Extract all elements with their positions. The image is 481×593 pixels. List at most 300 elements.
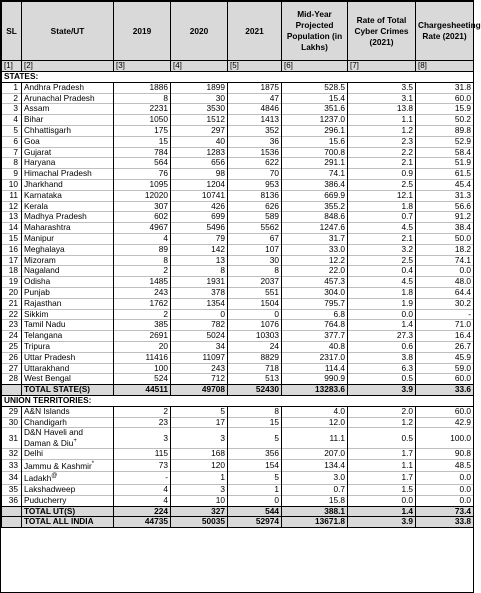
row-y2019: 4967 <box>114 223 171 234</box>
row-charge: 58.4 <box>416 147 474 158</box>
row-rate: 1.8 <box>348 287 416 298</box>
row-name: Odisha <box>24 276 51 287</box>
row-pop: 12.0 <box>282 417 348 428</box>
row-charge: 52.9 <box>416 136 474 147</box>
row-charge: 18.2 <box>416 244 474 255</box>
table-row <box>2 352 474 363</box>
row-y2019: 73 <box>114 459 171 472</box>
row-charge: 45.4 <box>416 179 474 190</box>
row-name-cell <box>22 459 114 472</box>
table-row <box>2 309 474 320</box>
row-rate: 1.7 <box>348 472 416 485</box>
row-y2021: 70 <box>228 169 282 180</box>
row-y2020: 0 <box>171 309 228 320</box>
row-y2020: 11097 <box>171 352 228 363</box>
ut-total-label: TOTAL UT(S) <box>22 506 114 517</box>
row-y2021: 5562 <box>228 223 282 234</box>
row-y2020: 1283 <box>171 147 228 158</box>
india-total-2020: 50035 <box>171 517 228 528</box>
row-sl: 3 <box>2 104 22 115</box>
row-charge: 50.0 <box>416 233 474 244</box>
column-index: [3] <box>114 61 171 72</box>
row-name-cell <box>22 352 114 363</box>
row-rate: 0.5 <box>348 374 416 385</box>
row-name-cell <box>22 495 114 506</box>
row-name-cell <box>22 449 114 460</box>
row-rate: 3.5 <box>348 82 416 93</box>
row-charge: 60.0 <box>416 406 474 417</box>
row-rate: 3.1 <box>348 93 416 104</box>
row-y2021: 953 <box>228 179 282 190</box>
row-pop: 15.6 <box>282 136 348 147</box>
row-sl: 11 <box>2 190 22 201</box>
row-sl: 34 <box>2 472 22 485</box>
row-y2020: 5 <box>171 406 228 417</box>
row-name: Manipur <box>24 232 54 243</box>
row-sl: 16 <box>2 244 22 255</box>
row-charge: 64.4 <box>416 287 474 298</box>
row-charge: 90.8 <box>416 449 474 460</box>
row-sl: 8 <box>2 158 22 169</box>
row-name: Telangana <box>24 330 63 341</box>
row-y2019: 20 <box>114 341 171 352</box>
row-sl: 4 <box>2 115 22 126</box>
row-pop: 207.0 <box>282 449 348 460</box>
row-name-cell <box>22 115 114 126</box>
row-y2019: 89 <box>114 244 171 255</box>
row-y2021: 626 <box>228 201 282 212</box>
column-index: [7] <box>348 61 416 72</box>
row-name-cell <box>22 233 114 244</box>
row-charge: 74.1 <box>416 255 474 266</box>
row-pop: 33.0 <box>282 244 348 255</box>
row-rate: 2.1 <box>348 158 416 169</box>
row-name: Chandigarh <box>24 416 67 427</box>
col-header-sl: SL <box>2 2 22 61</box>
row-rate: 1.7 <box>348 449 416 460</box>
row-y2020: 13 <box>171 255 228 266</box>
table-row <box>2 255 474 266</box>
row-y2019: 243 <box>114 287 171 298</box>
col-header-2020: 2020 <box>171 2 228 61</box>
row-y2019: 784 <box>114 147 171 158</box>
row-name-cell <box>22 266 114 277</box>
row-name: Madhya Pradesh <box>24 211 87 222</box>
ut-section-row <box>2 395 474 406</box>
row-rate: 12.1 <box>348 190 416 201</box>
row-name: Karnataka <box>24 189 62 200</box>
row-y2019: 2231 <box>114 104 171 115</box>
row-y2021: 8136 <box>228 190 282 201</box>
row-y2020: 5024 <box>171 331 228 342</box>
row-rate: 1.1 <box>348 115 416 126</box>
row-sl: 28 <box>2 374 22 385</box>
row-sl: 17 <box>2 255 22 266</box>
row-name-cell <box>22 374 114 385</box>
row-charge: 15.9 <box>416 104 474 115</box>
row-rate: 6.3 <box>348 363 416 374</box>
row-pop: 386.4 <box>282 179 348 190</box>
row-y2019: 76 <box>114 169 171 180</box>
row-y2021: 10303 <box>228 331 282 342</box>
row-pop: 4.0 <box>282 406 348 417</box>
ut-total-row <box>2 506 474 517</box>
row-y2021: 5 <box>228 472 282 485</box>
table-row <box>2 104 474 115</box>
row-y2020: 1899 <box>171 82 228 93</box>
row-y2019: 8 <box>114 93 171 104</box>
india-total-row <box>2 517 474 528</box>
row-name-cell <box>22 169 114 180</box>
row-charge: 71.0 <box>416 320 474 331</box>
col-header-2021: 2021 <box>228 2 282 61</box>
states-total-rate: 3.9 <box>348 385 416 396</box>
row-name: Lakshadweep <box>24 483 76 494</box>
table-row <box>2 428 474 449</box>
row-y2020: 782 <box>171 320 228 331</box>
row-pop: 528.5 <box>282 82 348 93</box>
row-y2019: 2 <box>114 266 171 277</box>
row-name-cell <box>22 93 114 104</box>
row-charge: 26.7 <box>416 341 474 352</box>
row-pop: 848.6 <box>282 212 348 223</box>
row-sl: 26 <box>2 352 22 363</box>
row-name-cell <box>22 82 114 93</box>
row-y2019: 12020 <box>114 190 171 201</box>
row-charge: 89.8 <box>416 125 474 136</box>
table-row <box>2 495 474 506</box>
row-charge: 16.4 <box>416 331 474 342</box>
row-name: Rajasthan <box>24 297 62 308</box>
row-name: Jammu & Kashmir <box>24 460 92 471</box>
row-rate: 3.2 <box>348 244 416 255</box>
row-charge: 48.5 <box>416 459 474 472</box>
row-y2019: 8 <box>114 255 171 266</box>
row-name-cell <box>22 255 114 266</box>
row-charge: 0.0 <box>416 266 474 277</box>
row-name: Chhattisgarh <box>24 124 72 135</box>
row-name-cell <box>22 472 114 485</box>
row-name: Tamil Nadu <box>24 319 66 330</box>
row-y2020: 1 <box>171 472 228 485</box>
row-y2020: 30 <box>171 93 228 104</box>
row-y2019: 4 <box>114 484 171 495</box>
row-sl: 5 <box>2 125 22 136</box>
row-rate: 1.8 <box>348 201 416 212</box>
row-charge: 50.2 <box>416 115 474 126</box>
row-name: Jharkhand <box>24 178 63 189</box>
row-pop: 669.9 <box>282 190 348 201</box>
row-pop: 22.0 <box>282 266 348 277</box>
table-row <box>2 341 474 352</box>
states-total-2021: 52430 <box>228 385 282 396</box>
row-y2021: 1536 <box>228 147 282 158</box>
row-y2019: 4 <box>114 495 171 506</box>
row-name: Himachal Pradesh <box>24 168 92 179</box>
row-y2021: 47 <box>228 93 282 104</box>
table-row <box>2 406 474 417</box>
row-y2020: 17 <box>171 417 228 428</box>
row-pop: 355.2 <box>282 201 348 212</box>
row-rate: 1.2 <box>348 125 416 136</box>
table-row <box>2 115 474 126</box>
row-y2020: 120 <box>171 459 228 472</box>
row-name: Puducherry <box>24 494 67 505</box>
states-total-label: TOTAL STATE(S) <box>22 385 114 396</box>
row-pop: 15.4 <box>282 93 348 104</box>
row-name-cell <box>22 484 114 495</box>
row-rate: 2.2 <box>348 147 416 158</box>
row-y2021: 0 <box>228 495 282 506</box>
row-y2019: 4 <box>114 233 171 244</box>
row-rate: 0.0 <box>348 495 416 506</box>
row-y2020: 1204 <box>171 179 228 190</box>
row-y2019: 2 <box>114 406 171 417</box>
row-name-cell <box>22 244 114 255</box>
row-y2021: 1413 <box>228 115 282 126</box>
row-charge: 60.0 <box>416 374 474 385</box>
row-charge: 100.0 <box>416 428 474 449</box>
row-y2020: 1354 <box>171 298 228 309</box>
row-y2019: 1050 <box>114 115 171 126</box>
ut-section-label: UNION TERRITORIES: <box>2 395 474 406</box>
row-name-cell <box>22 179 114 190</box>
row-y2020: 297 <box>171 125 228 136</box>
row-sl: 22 <box>2 309 22 320</box>
row-sl: 21 <box>2 298 22 309</box>
row-y2019: 23 <box>114 417 171 428</box>
row-name: Sikkim <box>24 308 49 319</box>
row-sl: 12 <box>2 201 22 212</box>
row-rate: 2.5 <box>348 255 416 266</box>
col-header-rate: Rate of Total Cyber Crimes (2021) <box>348 2 416 61</box>
table-row <box>2 298 474 309</box>
table-row <box>2 363 474 374</box>
ut-total-rate: 1.4 <box>348 506 416 517</box>
india-total-chargesheeting: 33.8 <box>416 517 474 528</box>
row-sl: 20 <box>2 287 22 298</box>
row-pop: 1237.0 <box>282 115 348 126</box>
row-name-cell <box>22 104 114 115</box>
row-rate: 2.5 <box>348 179 416 190</box>
row-pop: 351.6 <box>282 104 348 115</box>
row-y2019: 524 <box>114 374 171 385</box>
row-rate: 4.5 <box>348 277 416 288</box>
row-y2020: 699 <box>171 212 228 223</box>
row-sl: 7 <box>2 147 22 158</box>
footnote-marker: @ <box>51 473 58 480</box>
row-name: Andhra Pradesh <box>24 81 84 92</box>
row-name-cell <box>22 158 114 169</box>
footnote-marker: + <box>73 438 77 445</box>
row-rate: 1.4 <box>348 320 416 331</box>
row-y2021: 1076 <box>228 320 282 331</box>
row-y2019: 564 <box>114 158 171 169</box>
row-rate: 1.1 <box>348 459 416 472</box>
column-index: [1] <box>2 61 22 72</box>
row-y2020: 142 <box>171 244 228 255</box>
col-header-2019: 2019 <box>114 2 171 61</box>
row-y2020: 34 <box>171 341 228 352</box>
table-row <box>2 287 474 298</box>
ut-total-2020: 327 <box>171 506 228 517</box>
india-total-population: 13671.8 <box>282 517 348 528</box>
row-name-cell <box>22 201 114 212</box>
row-y2021: 1 <box>228 484 282 495</box>
row-charge: 61.5 <box>416 169 474 180</box>
row-sl: 23 <box>2 320 22 331</box>
ut-total-chargesheeting: 73.4 <box>416 506 474 517</box>
row-name-cell <box>22 298 114 309</box>
row-charge: 38.4 <box>416 223 474 234</box>
row-name: A&N Islands <box>24 405 70 416</box>
row-name-cell <box>22 287 114 298</box>
table-row <box>2 449 474 460</box>
row-sl: 15 <box>2 233 22 244</box>
row-y2020: 3 <box>171 428 228 449</box>
col-header-state: State/UT <box>22 2 114 61</box>
row-y2019: 307 <box>114 201 171 212</box>
row-name: Delhi <box>24 448 43 459</box>
india-total-label: TOTAL ALL INDIA <box>22 517 114 528</box>
row-y2020: 10 <box>171 495 228 506</box>
ut-total-population: 388.1 <box>282 506 348 517</box>
row-rate: 0.9 <box>348 169 416 180</box>
footnote-marker: * <box>91 460 95 467</box>
row-name: Arunachal Pradesh <box>24 92 95 103</box>
row-y2021: 0 <box>228 309 282 320</box>
row-name: Maharashtra <box>24 222 71 233</box>
states-total-2019: 44511 <box>114 385 171 396</box>
row-rate: 2.1 <box>348 233 416 244</box>
row-y2019: 2691 <box>114 331 171 342</box>
states-section-label: STATES: <box>2 72 474 83</box>
row-pop: 291.1 <box>282 158 348 169</box>
table-row <box>2 374 474 385</box>
row-y2020: 168 <box>171 449 228 460</box>
row-name: West Bengal <box>24 373 71 384</box>
row-charge: 31.3 <box>416 190 474 201</box>
row-charge: 0.0 <box>416 484 474 495</box>
row-pop: 304.0 <box>282 287 348 298</box>
row-y2019: 15 <box>114 136 171 147</box>
row-y2021: 67 <box>228 233 282 244</box>
row-rate: 2.3 <box>348 136 416 147</box>
row-pop: 990.9 <box>282 374 348 385</box>
row-name-cell <box>22 341 114 352</box>
row-sl: 25 <box>2 341 22 352</box>
row-sl: 6 <box>2 136 22 147</box>
row-sl: 36 <box>2 495 22 506</box>
row-y2020: 712 <box>171 374 228 385</box>
row-pop: 296.1 <box>282 125 348 136</box>
row-charge: 31.8 <box>416 82 474 93</box>
row-pop: 15.8 <box>282 495 348 506</box>
states-section-row <box>2 72 474 83</box>
row-pop: 2317.0 <box>282 352 348 363</box>
row-pop: 12.2 <box>282 255 348 266</box>
row-rate: 2.0 <box>348 406 416 417</box>
states-total-row <box>2 385 474 396</box>
row-name-cell <box>22 136 114 147</box>
row-sl: 19 <box>2 277 22 288</box>
row-y2020: 1931 <box>171 277 228 288</box>
row-name-cell <box>22 417 114 428</box>
row-name: Uttar Pradesh <box>24 351 76 362</box>
row-y2021: 30 <box>228 255 282 266</box>
row-y2021: 356 <box>228 449 282 460</box>
row-pop: 11.1 <box>282 428 348 449</box>
row-rate: 0.7 <box>348 212 416 223</box>
states-total-population: 13283.6 <box>282 385 348 396</box>
row-name: Kerala <box>24 200 48 211</box>
states-total-2020: 49708 <box>171 385 228 396</box>
row-y2021: 5 <box>228 428 282 449</box>
table-row <box>2 136 474 147</box>
row-y2021: 718 <box>228 363 282 374</box>
table-row <box>2 190 474 201</box>
row-pop: 31.7 <box>282 233 348 244</box>
row-name-cell <box>22 212 114 223</box>
table-row <box>2 147 474 158</box>
row-y2019: 3 <box>114 428 171 449</box>
row-sl: 32 <box>2 449 22 460</box>
row-y2020: 3 <box>171 484 228 495</box>
row-name: Haryana <box>24 157 56 168</box>
row-name: Bihar <box>24 114 44 125</box>
table-row <box>2 179 474 190</box>
row-y2021: 513 <box>228 374 282 385</box>
row-y2019: 2 <box>114 309 171 320</box>
table-row <box>2 169 474 180</box>
row-sl: 33 <box>2 459 22 472</box>
row-rate: 4.5 <box>348 223 416 234</box>
row-y2021: 8 <box>228 266 282 277</box>
row-y2021: 589 <box>228 212 282 223</box>
table-row <box>2 459 474 472</box>
row-rate: 1.5 <box>348 484 416 495</box>
row-y2019: 175 <box>114 125 171 136</box>
india-total-2021: 52974 <box>228 517 282 528</box>
table-row <box>2 233 474 244</box>
row-name: Nagaland <box>24 265 60 276</box>
ut-total-2021: 544 <box>228 506 282 517</box>
row-y2021: 107 <box>228 244 282 255</box>
row-sl: 1 <box>2 82 22 93</box>
column-index: [5] <box>228 61 282 72</box>
row-sl: 13 <box>2 212 22 223</box>
row-y2019: 1886 <box>114 82 171 93</box>
row-y2021: 8829 <box>228 352 282 363</box>
row-y2020: 10741 <box>171 190 228 201</box>
row-sl: 10 <box>2 179 22 190</box>
row-charge: 48.0 <box>416 277 474 288</box>
row-name: Mizoram <box>24 254 56 265</box>
row-charge: - <box>416 309 474 320</box>
row-y2021: 551 <box>228 287 282 298</box>
header-row <box>2 2 474 61</box>
row-y2019: 1095 <box>114 179 171 190</box>
row-name: Tripura <box>24 340 50 351</box>
row-rate: 13.8 <box>348 104 416 115</box>
row-pop: 6.8 <box>282 309 348 320</box>
row-y2020: 378 <box>171 287 228 298</box>
row-sl: 2 <box>2 93 22 104</box>
row-name: Punjab <box>24 286 50 297</box>
row-name-cell <box>22 320 114 331</box>
table-row <box>2 212 474 223</box>
row-sl: 29 <box>2 406 22 417</box>
